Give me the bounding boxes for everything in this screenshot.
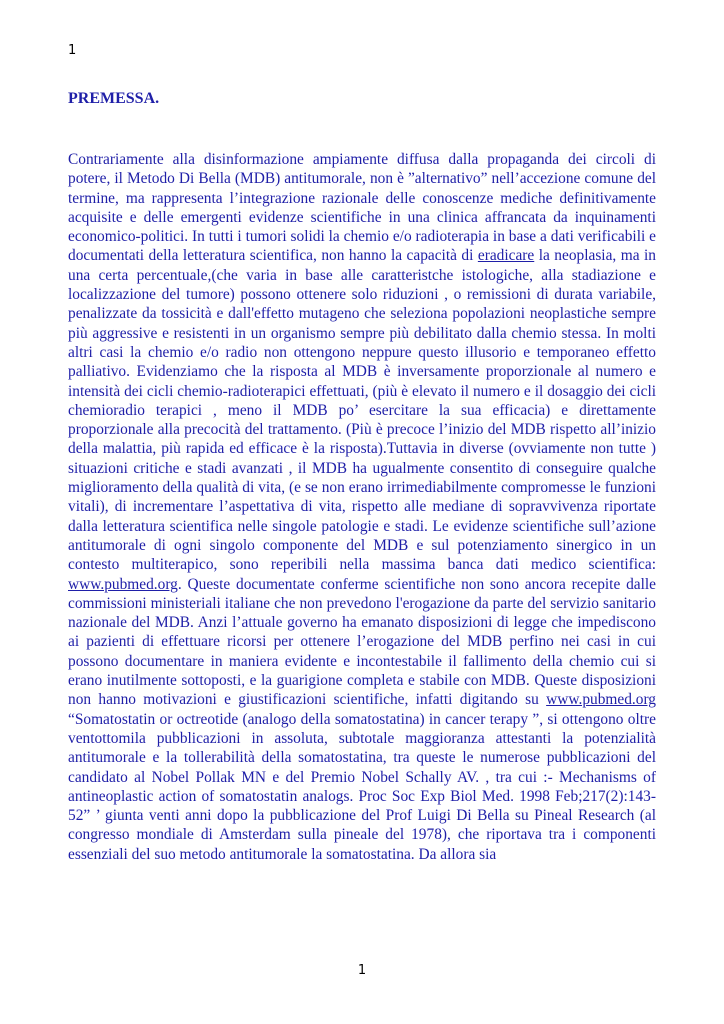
body-paragraph	[68, 150, 656, 864]
section-heading: PREMESSA.	[68, 90, 160, 107]
page-number-top: 1	[68, 43, 77, 58]
body-text-part-3: . Queste documentate conferme scientifiche non sono ancora recepite dalle commissioni ministeriali italiane che non prevedono l'erogazione da parte del servizio sanitario nazionale del MDB. Anzi l’attuale governo ha emanato disposizioni di legge che impediscono ai pazienti di effettuare ricorsi per ottenere l’erogazione del MDB perfino nei casi in cui possono documentare in maniera evidente e incontestabile il fallimento della chemio cui si erano inutilmente sottoposti, e la guarigione completa e stabile con MDB. Queste disposizioni non hanno motivazioni e giustificazioni scientifiche, infatti digitando su	[68, 575, 656, 709]
body-text-part-2: la neoplasia, ma in una certa percentuale,(che varia in base alle caratteristche istologiche, alla stadiazione e localizzazione del tumore) possono ottenere solo riduzioni , o remissioni di durata variabile, penalizzate da tossicità e dall'effetto mutageno che seleziona popolazioni neoplastiche sempre più aggressive e resistenti in un organismo sempre più debilitato dalla chemio stessa. In molti altri casi la chemio e/o radio non ottengono neppure questo illusorio e temporaneo effetto palliativo. Evidenziamo che la risposta al MDB è inversamente proporzionale al numero e intensità dei cicli chemio-radioterapici effettuati, (più è elevato il numero e il dosaggio dei cicli chemioradio terapici , meno il MDB po’ esercitare la sua efficacia) e direttamente proporzionale alla precocità del trattamento. (Più è precoce l’inizio del MDB rispetto all’inizio della malattia, più rapida ed efficace è la risposta).Tuttavia in diverse (ovviamente non tutte ) situazioni critiche e stadi avanzati , il MDB ha ugualmente consentito di conseguire qualche miglioramento della qualità di vita, (e se non erano irrimediabilmente compromesse le funzioni vitali), di incrementare l’aspettativa di vita, rispetto alle mediane di sopravvivenza riportate dalla letteratura scientifica nelle singole patologie e stadi. Le evidenze scientifiche sull’azione antitumorale di ogni singolo componente del MDB e sul potenziamento sinergico in un contesto multiterapico, sono reperibili nella massima banca dati medico scientifica:	[68, 247, 656, 574]
pubmed-link-2[interactable]: www.pubmed.org	[546, 691, 656, 709]
eradicare-link[interactable]: eradicare	[477, 247, 535, 265]
body-text-part-1: Contrariamente alla disinformazione ampiamente diffusa dalla propaganda dei circoli di potere, il Metodo Di Bella (MDB) antitumorale, non è ”alternativo” nell’accezione comune del termine, ma rappresenta l’integrazione razionale delle conoscenze mediche definitivamente acquisite e delle emergenti evidenze scientifiche in una clinica affrancata da inquinamenti economico-politici. In tutti i tumori solidi la chemio e/o radioterapia in base a dati verificabili e documentati della letteratura scientifica, non hanno la capacità di	[68, 151, 656, 265]
page-number-bottom: 1	[357, 963, 367, 978]
body-text-part-4: “Somatostatin or octreotide (analogo della somatostatina) in cancer terapy ”, si ottengono oltre ventottomila pubblicazioni in assoluta, subtotale maggioranza attestanti la potenzialità antitumorale e la tollerabilità della somatostatina, tra queste le numerose pubblicazioni del candidato al Nobel Pollak MN e del Premio Nobel Schally AV. , tra cui :- Mechanisms of antineoplastic action of somatostatin analogs. Proc Soc Exp Biol Med. 1998 Feb;217(2):143-52” ’ giunta venti anni dopo la pubblicazione del Prof Luigi Di Bella su Pineal Research (al congresso mondiale di Amsterdam sulla pineale del 1978), che riportava tra i componenti essenziali del suo metodo antitumorale la somatostatina. Da allora sia	[68, 710, 656, 863]
pubmed-link-1[interactable]: www.pubmed.org	[68, 575, 178, 593]
